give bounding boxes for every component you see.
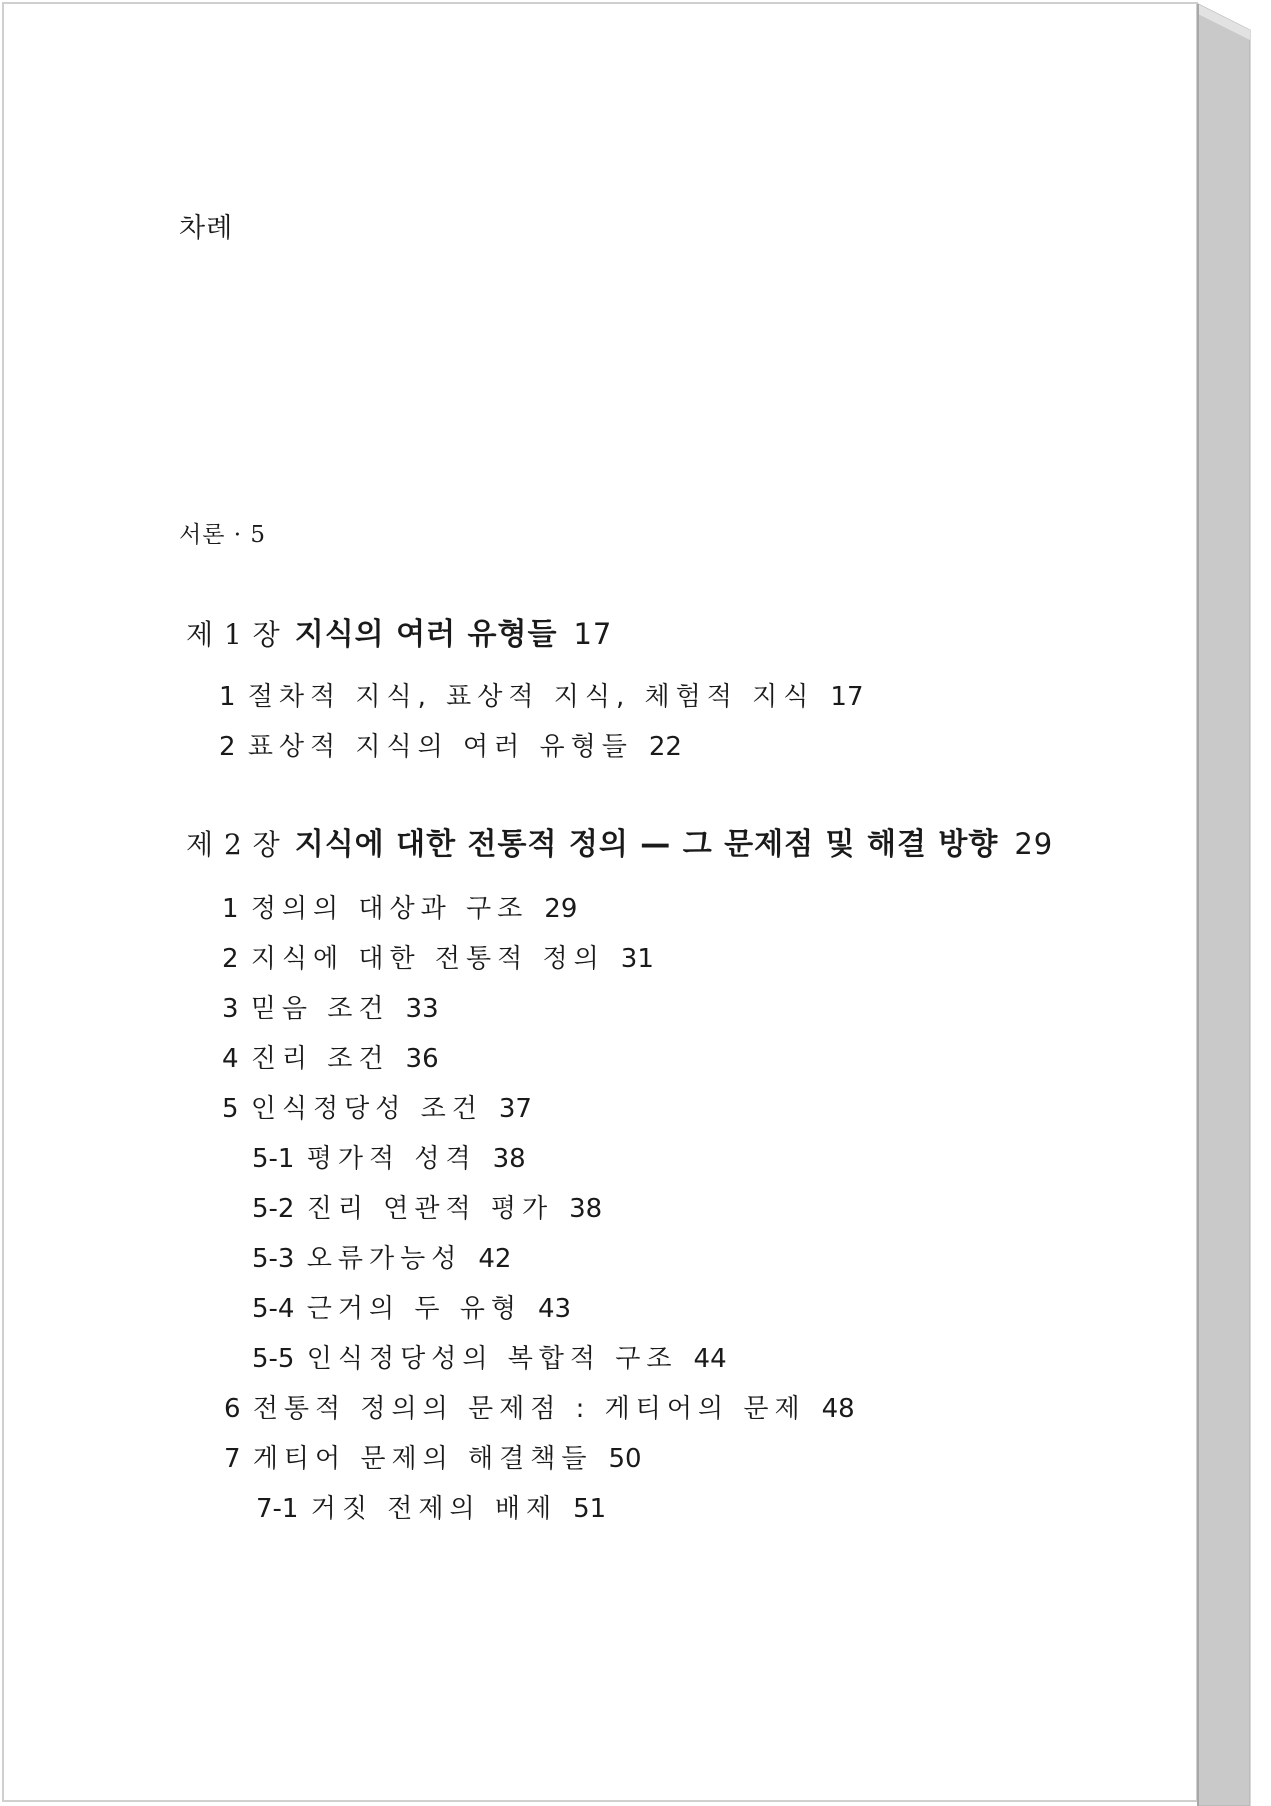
page-number: 22 (648, 732, 682, 762)
section-number: 5-2 (252, 1194, 295, 1224)
page-number: 38 (492, 1144, 526, 1174)
page-number: 29 (1014, 827, 1054, 861)
section-number: 2 (219, 732, 236, 762)
section-number: 5-3 (252, 1244, 295, 1274)
page-number: 17 (830, 682, 864, 712)
section-title: 표상적 지식의 여러 유형들 (247, 732, 633, 762)
toc-entry-preface: 서론 · 5 (179, 522, 267, 548)
section-title: 믿음 조건 (250, 994, 390, 1024)
page-number: 36 (405, 1044, 439, 1074)
section-number: 5-5 (252, 1344, 295, 1374)
page-number: 43 (537, 1294, 572, 1324)
section-number: 3 (222, 994, 239, 1024)
section-number: 5-4 (252, 1294, 295, 1324)
section-number: 1 (219, 682, 236, 712)
page-number: 31 (620, 944, 654, 974)
section-title: 거짓 전제의 배제 (310, 1494, 558, 1524)
page-number: 44 (693, 1344, 727, 1374)
section-title: 인식정당성의 복합적 구조 (306, 1344, 678, 1374)
section-title: 평가적 성격 (306, 1144, 477, 1174)
section-title: 게티어 문제의 해결책들 (252, 1444, 593, 1474)
section-number: 4 (222, 1044, 239, 1074)
page-number: 50 (608, 1444, 642, 1474)
section-title: 절차적 지식, 표상적 지식, 체험적 지식 (247, 682, 815, 712)
section-number: 5 (222, 1094, 239, 1124)
section-number: 5-1 (252, 1144, 295, 1174)
toc-heading: 차례 (179, 213, 234, 244)
page-number: 33 (405, 994, 439, 1024)
page-number: 42 (478, 1244, 512, 1274)
chapter-title: 지식의 여러 유형들 (294, 617, 558, 652)
page-number: 48 (821, 1394, 855, 1424)
page-number: 38 (569, 1194, 603, 1224)
page-number: 51 (573, 1494, 607, 1524)
section-title: 지식에 대한 전통적 정의 (250, 944, 605, 974)
section-title: 전통적 정의의 문제점 : 게티어의 문제 (252, 1394, 806, 1424)
section-number: 7 (224, 1444, 241, 1474)
section-title: 정의의 대상과 구조 (250, 894, 529, 924)
section-title: 근거의 두 유형 (306, 1294, 522, 1324)
chapter-prefix: 제 2 장 (186, 828, 281, 861)
section-title: 진리 연관적 평가 (306, 1194, 554, 1224)
section-number: 2 (222, 944, 239, 974)
section-title: 진리 조건 (250, 1044, 390, 1074)
page-number: 17 (573, 617, 613, 651)
chapter-title: 지식에 대한 전통적 정의 — 그 문제점 및 해결 방향 (294, 827, 999, 862)
section-number: 1 (222, 894, 239, 924)
section-number: 7-1 (256, 1494, 299, 1524)
page-number: 29 (544, 894, 578, 924)
chapter-prefix: 제 1 장 (186, 618, 281, 651)
section-title: 인식정당성 조건 (250, 1094, 483, 1124)
section-number: 6 (224, 1394, 241, 1424)
section-title: 오류가능성 (306, 1244, 463, 1274)
page-number: 37 (498, 1094, 532, 1124)
